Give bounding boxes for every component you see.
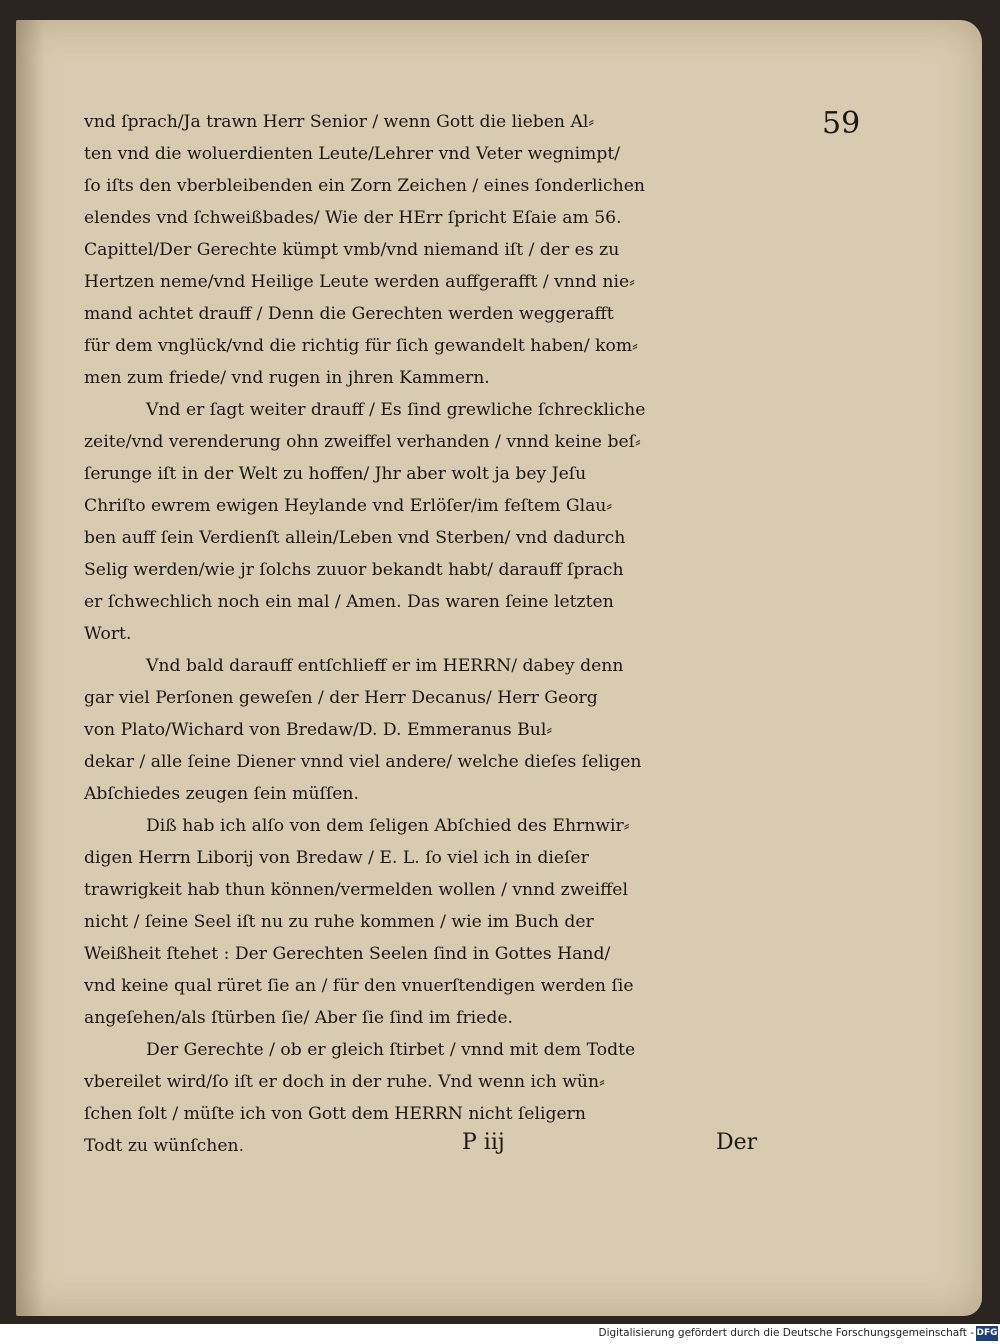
text-line: Todt zu wünſchen. [84,1136,245,1156]
page-number: 59 [822,106,861,141]
text-line: gar viel Perſonen geweſen / der Herr Decanus/ Herr Georg [84,688,598,708]
catchword: Der [716,1130,758,1155]
text-line: men zum friede/ vnd rugen in jhren Kammern. [84,368,490,388]
text-line: Hertzen neme/vnd Heilige Leute werden auffgerafft / vnnd nie⸗ [84,272,635,292]
text-line: Weißheit ſtehet : Der Gerechten Seelen ſind in Gottes Hand/ [84,944,611,964]
text-line: er ſchwechlich noch ein mal / Amen. Das waren ſeine letzten [84,592,614,612]
text-line: vbereilet wird/ſo iſt er doch in der ruhe. Vnd wenn ich wün⸗ [84,1072,605,1092]
text-line: mand achtet drauff / Denn die Gerechten werden weggerafft [84,304,614,324]
text-line: ben auff ſein Verdienſt allein/Leben vnd Sterben/ vnd dadurch [84,528,626,548]
text-line: trawrigkeit hab thun können/vermelden wollen / vnnd zweiffel [84,880,628,900]
signature-mark: P iij [462,1130,505,1155]
text-line: Wort. [84,624,132,644]
text-line: Diß hab ich alſo von dem ſeligen Abſchied des Ehrnwir⸗ [146,816,630,836]
text-line: Chriſto ewrem ewigen Heylande vnd Erlöſer/im feſtem Glau⸗ [84,496,613,516]
text-line: Vnd bald darauff entſchlieff er im HERRN/ dabey denn [146,656,624,676]
text-line: digen Herrn Liborij von Bredaw / E. L. ſo viel ich in dieſer [84,848,589,868]
footer-bar [0,1324,1000,1344]
book-page [16,20,982,1316]
text-line: dekar / alle ſeine Diener vnnd viel andere/ welche dieſes ſeligen [84,752,642,772]
text-line: Abſchiedes zeugen ſein müſſen. [84,784,359,804]
text-line: für dem vnglück/vnd die richtig für ſich gewandelt haben/ kom⸗ [84,336,638,356]
dfg-logo-icon: DFG [976,1326,998,1341]
text-line: zeite/vnd verenderung ohn zweiffel verhanden / vnnd keine beſ⸗ [84,432,641,452]
page-text [84,106,764,1162]
text-line: ten vnd die woluerdienten Leute/Lehrer vnd Veter wegnimpt/ [84,144,621,164]
text-line: ſchen ſolt / müſte ich von Gott dem HERRN nicht ſeligern [84,1104,586,1124]
funding-credit: Digitalisierung gefördert durch die Deutsche Forschungsgemeinschaft - [598,1327,974,1339]
text-line: elendes vnd ſchweißbades/ Wie der HErr ſpricht Eſaie am 56. [84,208,622,228]
text-line: von Plato/Wichard von Bredaw/D. D. Emmeranus Bul⸗ [84,720,553,740]
text-line: Vnd er ſagt weiter drauff / Es ſind grewliche ſchreckliche [146,400,646,420]
text-line: ſo iſts den vberbleibenden ein Zorn Zeichen / eines ſonderlichen [84,176,645,196]
text-line: ſerunge iſt in der Welt zu hoffen/ Jhr aber wolt ja bey Jeſu [84,464,587,484]
text-line: Capittel/Der Gerechte kümpt vmb/vnd niemand iſt / der es zu [84,240,620,260]
text-line: angeſehen/als ſtürben ſie/ Aber ſie ſind im friede. [84,1008,513,1028]
text-line: Selig werden/wie jr ſolchs zuuor bekandt habt/ darauff ſprach [84,560,624,580]
text-line: nicht / ſeine Seel iſt nu zu ruhe kommen / wie im Buch der [84,912,594,932]
text-line: vnd ſprach/Ja trawn Herr Senior / wenn Gott die lieben Al⸗ [84,112,595,132]
text-line: Der Gerechte / ob er gleich ſtirbet / vnnd mit dem Todte [146,1040,636,1060]
text-line: vnd keine qual rüret ſie an / für den vnuerſtendigen werden ſie [84,976,634,996]
